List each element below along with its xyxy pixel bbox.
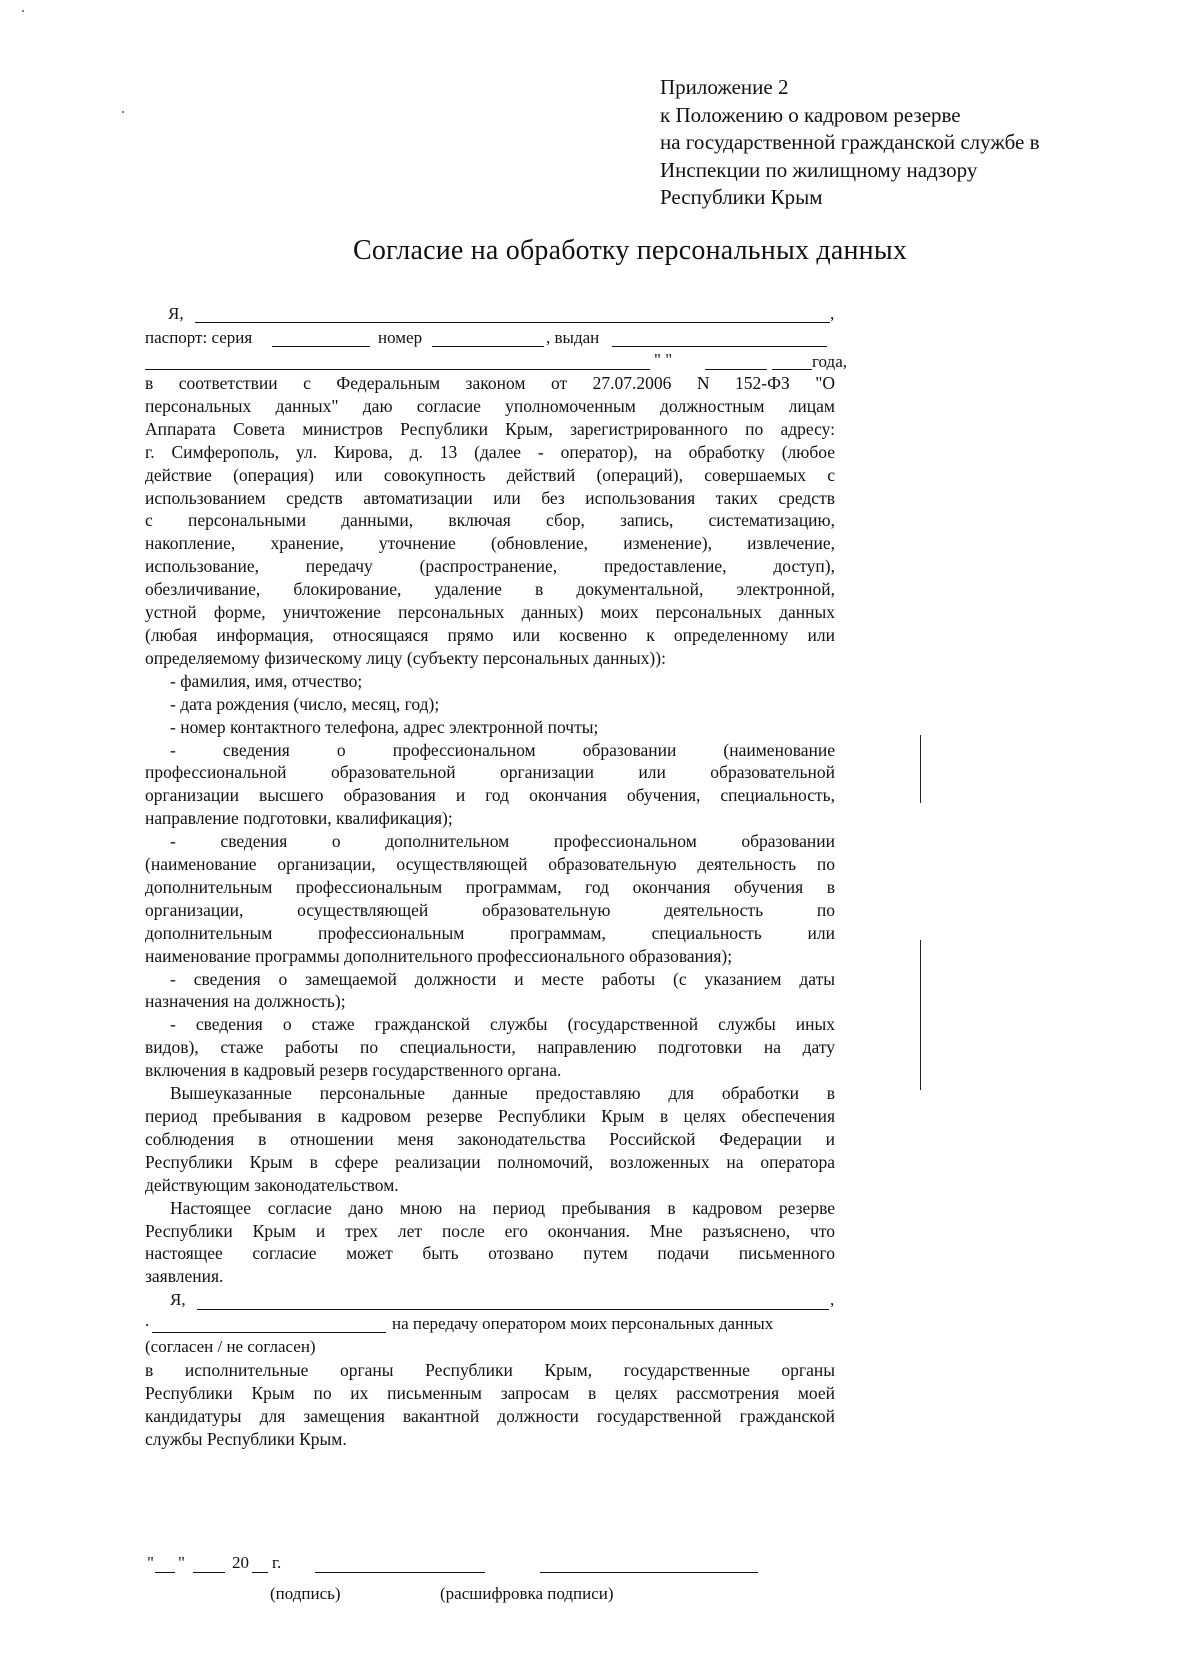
- body-line: действующим законодательством.: [145, 1174, 399, 1195]
- body-line: г. Симферополь, ул. Кирова, д. 13 (далее - оператор), на обработку (любое: [145, 441, 835, 462]
- consent-body: [145, 372, 835, 1288]
- month-field[interactable]: [193, 1572, 225, 1573]
- year-suffix: г.: [272, 1553, 282, 1572]
- body-line: направление подготовки, квалификация);: [145, 808, 453, 829]
- list-item: - сведения о профессиональном образовании (наименование: [170, 739, 835, 760]
- body-line: дополнительным профессиональным программам, год окончания обучения в: [145, 876, 835, 897]
- body-line: (любая информация, относящаяся прямо или косвенно к определенному или: [145, 624, 835, 645]
- passport-number-field[interactable]: [432, 346, 544, 347]
- transfer-line: в исполнительные органы Республики Крым, государственные органы: [145, 1360, 835, 1380]
- list-item: - сведения о стаже гражданской службы (государственной службы иных: [170, 1014, 835, 1035]
- issued-label: , выдан: [546, 328, 600, 347]
- appendix-line: Инспекции по жилищному надзору: [660, 157, 978, 182]
- paragraph-line: Настоящее согласие дано мною на период пребывания в кадровом резерве: [170, 1197, 835, 1218]
- body-line: профессиональной образовательной организации или образовательной: [145, 762, 835, 783]
- agree-choice-caption: (согласен / не согласен): [145, 1337, 316, 1356]
- scan-speck: [122, 111, 124, 113]
- body-line: накопление, хранение, уточнение (обновление, изменение), извлечение,: [145, 533, 835, 554]
- transfer-text: на передачу оператором моих персональных данных: [392, 1314, 774, 1333]
- body-line: организации, осуществляющей образовательную деятельность по: [145, 899, 835, 920]
- year-label: года,: [812, 352, 848, 371]
- list-item: - дата рождения (число, месяц, год);: [170, 693, 440, 714]
- body-line: определяемому физическому лицу (субъекту персональных данных)):: [145, 647, 666, 668]
- date-quote-open: ": [147, 1553, 154, 1572]
- year-prefix: 20: [232, 1553, 249, 1572]
- margin-scan-bar: [920, 735, 921, 803]
- full-name-field-2[interactable]: [197, 1309, 829, 1310]
- agree-choice-field[interactable]: [152, 1332, 386, 1333]
- document-title: Согласие на обработку персональных данных: [352, 235, 908, 266]
- body-line: использование, передачу (распространение, предоставление, доступ),: [145, 556, 835, 577]
- body-line: Республики Крым в сфере реализации полномочий, возложенных на оператора: [145, 1151, 835, 1172]
- body-line: настоящее согласие может быть отозвано путем подачи письменного: [145, 1243, 835, 1264]
- appendix-line: Республики Крым: [660, 185, 823, 209]
- body-line: в соответствии с Федеральным законом от 27.07.2006 N 152-ФЗ "О: [145, 373, 835, 393]
- body-line: устной форме, уничтожение персональных данных) моих персональных данных: [145, 602, 835, 623]
- appendix-block: [660, 74, 1040, 212]
- issued-by-field[interactable]: [612, 346, 827, 347]
- signature-field[interactable]: [315, 1572, 485, 1573]
- list-item: - фамилия, имя, отчество;: [170, 670, 363, 691]
- body-line: соблюдения в отношении меня законодательства Российской Федерации и: [145, 1128, 835, 1149]
- full-name-field[interactable]: [195, 322, 830, 323]
- body-line: обезличивание, блокирование, удаление в документальной, электронной,: [145, 579, 835, 600]
- passport-number-label: номер: [378, 328, 423, 347]
- issued-by-field-continued[interactable]: [145, 369, 650, 370]
- body-line: персональных данных" даю согласие уполномоченным должностным лицам: [145, 395, 835, 416]
- comma: ,: [830, 304, 835, 323]
- body-line: видов), стаже работы по специальности, направлению подготовки на дату: [145, 1037, 835, 1058]
- appendix-line: к Положению о кадровом резерве: [660, 102, 961, 127]
- body-line: дополнительным профессиональным программам, специальность или: [145, 922, 835, 943]
- dot: .: [145, 1311, 150, 1330]
- body-line: действие (операция) или совокупность действий (операций), совершаемых с: [145, 464, 835, 485]
- body-line: наименование программы дополнительного профессионального образования);: [145, 945, 733, 966]
- signature-caption: (подпись): [270, 1584, 341, 1603]
- appendix-line: Приложение 2: [660, 75, 789, 99]
- list-item: - сведения о дополнительном профессиональном образовании: [170, 831, 835, 852]
- comma-2: ,: [830, 1290, 835, 1309]
- transfer-body: [145, 1359, 835, 1451]
- list-item: - сведения о замещаемой должности и месте работы (с указанием даты: [170, 968, 835, 989]
- body-line: (наименование организации, осуществляющей образовательную деятельность по: [145, 854, 835, 875]
- body-line: использованием средств автоматизации или без использования таких средств: [145, 487, 835, 508]
- year-field[interactable]: [252, 1572, 268, 1573]
- issue-date-field[interactable]: [705, 369, 767, 370]
- transfer-line: Республики Крым по их письменным запросам в целях рассмотрения моей: [145, 1382, 835, 1403]
- body-line: заявления.: [145, 1266, 224, 1287]
- passport-series-field[interactable]: [272, 346, 370, 347]
- ya-label-2: Я,: [170, 1290, 186, 1309]
- body-line: с персональными данными, включая сбор, запись, систематизацию,: [145, 510, 835, 531]
- body-line: период пребывания в кадровом резерве Республики Крым в целях обеспечения: [145, 1106, 835, 1126]
- ya-label: Я,: [168, 304, 184, 323]
- issue-year-field[interactable]: [772, 369, 812, 370]
- scan-speck: [22, 10, 24, 12]
- date-quotes: " ": [654, 350, 673, 369]
- transfer-line: службы Республики Крым.: [145, 1428, 347, 1449]
- body-line: назначения на должность);: [145, 991, 346, 1012]
- transfer-line: кандидатуры для замещения вакантной должности государственной гражданской: [145, 1405, 835, 1426]
- passport-series-label: паспорт: серия: [145, 328, 253, 347]
- paragraph-line: Вышеуказанные персональные данные предоставляю для обработки в: [170, 1083, 835, 1104]
- signature-decode-field[interactable]: [540, 1572, 758, 1573]
- date-quote-close: ": [178, 1553, 185, 1572]
- day-field[interactable]: [155, 1572, 175, 1573]
- list-item: - номер контактного телефона, адрес электронной почты;: [170, 716, 599, 737]
- body-line: Аппарата Совета министров Республики Крым, зарегистрированного по адресу:: [145, 418, 835, 439]
- body-line: организации высшего образования и год окончания обучения, специальность,: [145, 785, 835, 806]
- margin-scan-bar: [920, 940, 921, 1090]
- signature-decode-caption: (расшифровка подписи): [440, 1584, 614, 1603]
- body-line: включения в кадровый резерв государственного органа.: [145, 1060, 562, 1081]
- appendix-line: на государственной гражданской службе в: [660, 130, 1040, 154]
- body-line: Республики Крым и трех лет после его окончания. Мне разъяснено, что: [145, 1220, 835, 1241]
